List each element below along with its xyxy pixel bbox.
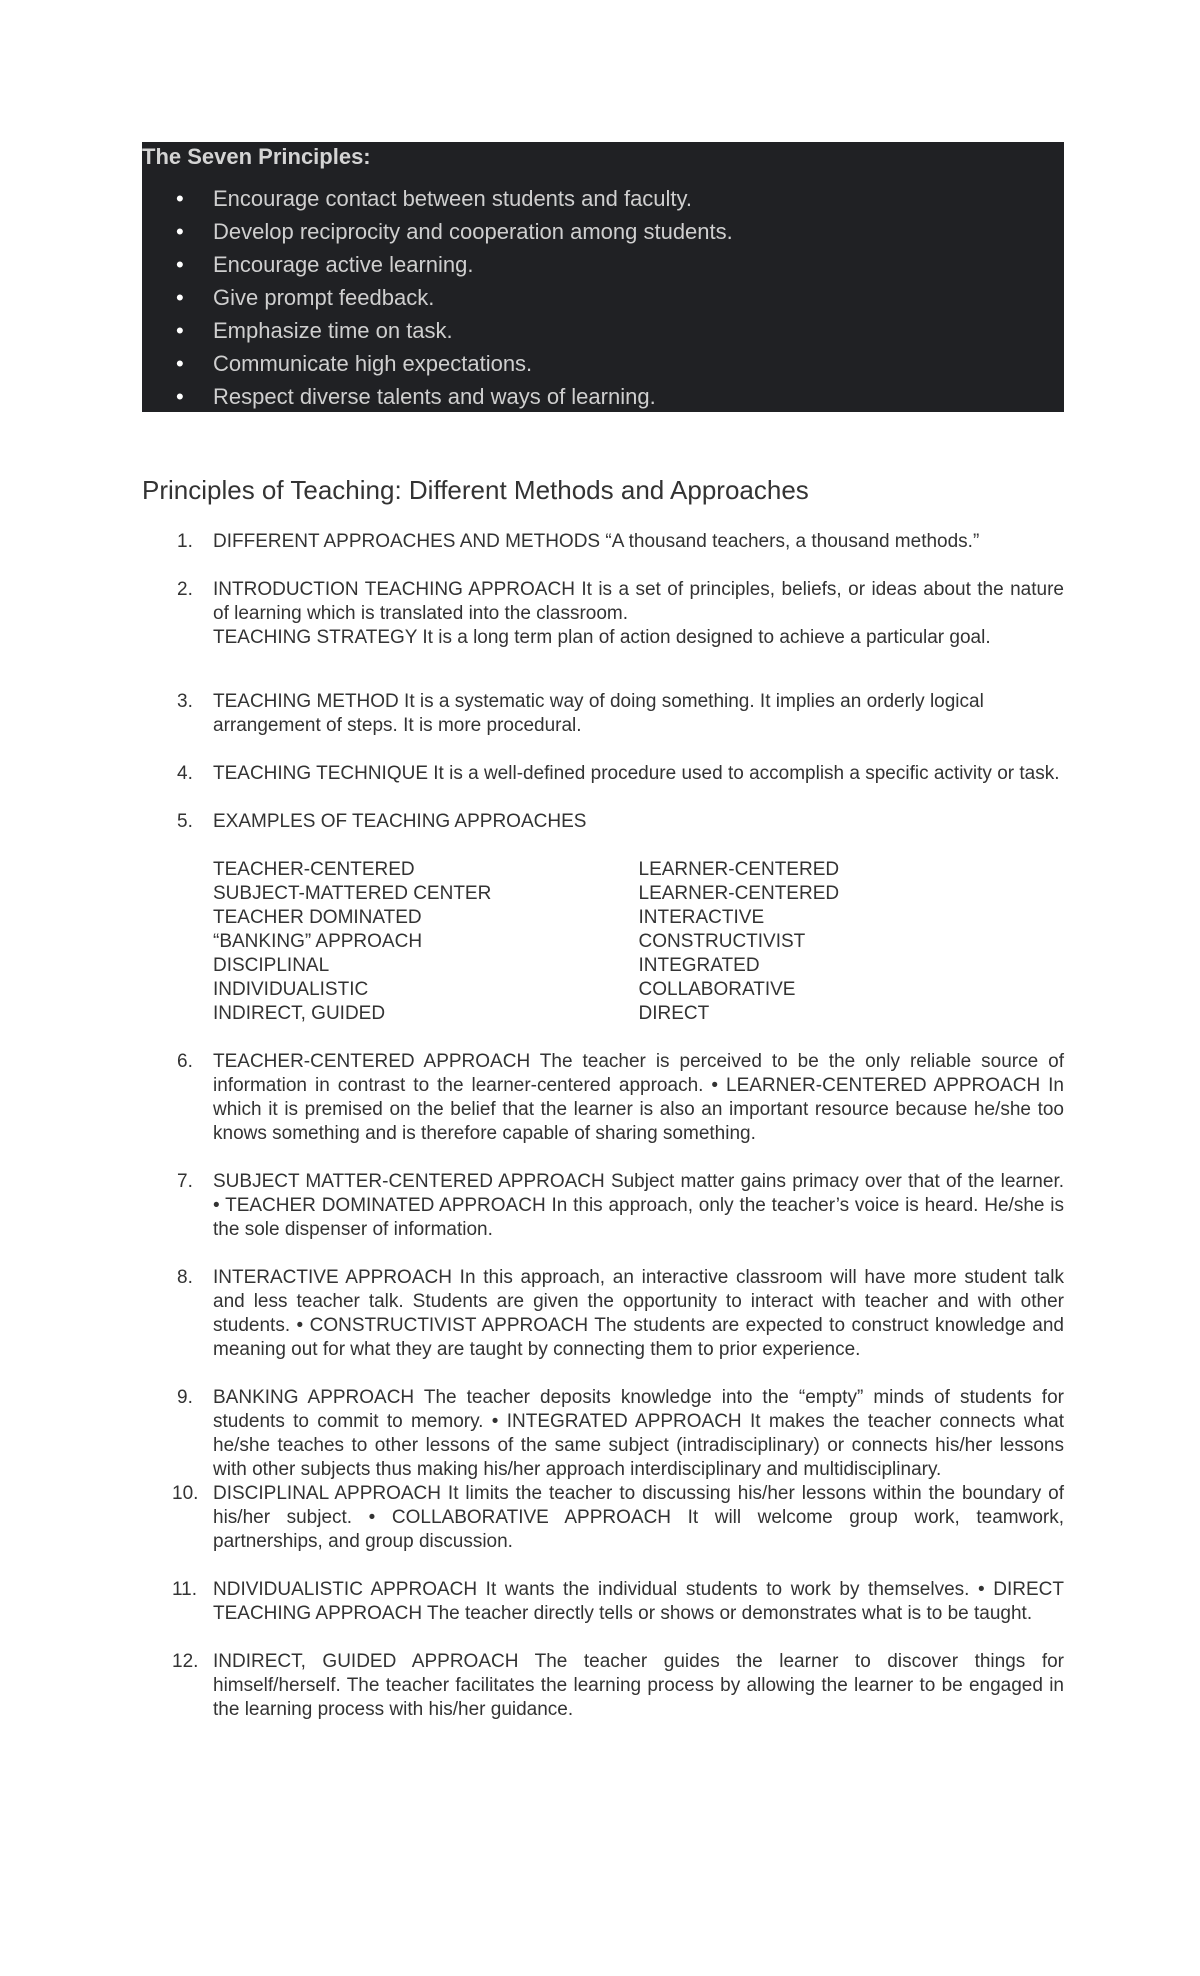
- item-text: BANKING APPROACH The teacher deposits knowledge into the “empty” minds of students for students to commit to memory. • INTEGRATED APPROACH It makes the teacher connects what he/she teaches to other lessons of the same subject (intradisciplinary) or connects his/her lessons with other subjects thus making his/her approach interdisciplinary and multidisciplinary.: [213, 1387, 1064, 1480]
- approach-name: LEARNER-CENTERED: [638, 883, 840, 904]
- principle-item: • Communicate high expectations.: [142, 347, 733, 380]
- item-number: 4.: [177, 763, 193, 784]
- approaches-right-column: [639, 858, 1065, 1026]
- principle-item: • Give prompt feedback.: [142, 281, 733, 314]
- item-number: 3.: [177, 691, 193, 712]
- principle-item: • Encourage active learning.: [142, 248, 733, 281]
- item-number: 11.: [172, 1579, 198, 1600]
- bullet-icon: •: [176, 351, 184, 376]
- approaches-left-column: [213, 858, 639, 1026]
- list-item: [142, 578, 1064, 650]
- item-text: SUBJECT MATTER-CENTERED APPROACH Subject matter gains primacy over that of the learner. • TEACHER DOMINATED APPROACH In this approach, only the teacher’s voice is heard. He/she is the sole dispenser of information.: [213, 1171, 1064, 1240]
- list-item: [142, 1386, 1064, 1482]
- item-number: 1.: [177, 531, 193, 552]
- approach-name: COLLABORATIVE: [638, 979, 796, 1000]
- item-number: 6.: [177, 1051, 193, 1072]
- principle-item: • Develop reciprocity and cooperation among students.: [142, 215, 733, 248]
- approach-name: INTERACTIVE: [638, 907, 765, 928]
- approach-name: “BANKING” APPROACH: [213, 931, 423, 952]
- principle-item: • Respect diverse talents and ways of learning.: [142, 380, 733, 413]
- item-number: 7.: [177, 1171, 193, 1192]
- bullet-icon: •: [176, 285, 184, 310]
- bullet-icon: •: [176, 186, 184, 211]
- approach-name: TEACHER-CENTERED: [213, 859, 415, 880]
- item-text: INDIRECT, GUIDED APPROACH The teacher guides the learner to discover things for himself/herself. The teacher facilitates the learning process by allowing the learner to be engaged in the learning process with his/her guidance.: [213, 1651, 1064, 1720]
- list-item: [142, 762, 1064, 786]
- item-text-secondary: TEACHING STRATEGY It is a long term plan of action designed to achieve a particular goal.: [213, 627, 991, 648]
- approach-name: SUBJECT-MATTERED CENTER: [213, 883, 492, 904]
- seven-principles-box: [142, 142, 1064, 412]
- list-item: [142, 1578, 1064, 1626]
- list-item: [142, 1650, 1064, 1722]
- approach-name: DISCIPLINAL: [213, 955, 330, 976]
- list-item: [142, 530, 1064, 554]
- item-number: 9.: [177, 1387, 193, 1408]
- approach-name: INTEGRATED: [638, 955, 760, 976]
- list-item: [142, 1050, 1064, 1146]
- item-text: DISCIPLINAL APPROACH It limits the teacher to discussing his/her lessons within the boundary of his/her subject. • COLLABORATIVE APPROACH It will welcome group work, teamwork, partnerships, and group discussion.: [213, 1483, 1064, 1552]
- item-text: INTRODUCTION TEACHING APPROACH It is a set of principles, beliefs, or ideas about the nature of learning which is translated into the classroom.: [213, 579, 1064, 624]
- bullet-icon: •: [176, 384, 184, 409]
- bullet-icon: •: [176, 318, 184, 343]
- item-number: 2.: [177, 579, 193, 600]
- item-text: EXAMPLES OF TEACHING APPROACHES: [213, 811, 587, 832]
- approach-name: TEACHER DOMINATED: [213, 907, 422, 928]
- approach-name: INDIRECT, GUIDED: [213, 1003, 386, 1024]
- approach-name: CONSTRUCTIVIST: [638, 931, 806, 952]
- principle-item: • Emphasize time on task.: [142, 314, 733, 347]
- item-text: NDIVIDUALISTIC APPROACH It wants the individual students to work by themselves. • DIRECT TEACHING APPROACH The teacher directly tells or shows or demonstrates what is to be taught.: [213, 1579, 1064, 1624]
- list-item: [142, 810, 1064, 1026]
- item-text: DIFFERENT APPROACHES AND METHODS “A thousand teachers, a thousand methods.”: [213, 531, 980, 552]
- principle-item: • Encourage contact between students and faculty.: [142, 182, 733, 215]
- item-number: 5.: [177, 811, 193, 832]
- list-item: [142, 1266, 1064, 1362]
- bullet-icon: •: [176, 252, 184, 277]
- seven-principles-title: The Seven Principles:: [142, 144, 371, 169]
- item-number: 8.: [177, 1267, 193, 1288]
- list-item: [142, 1170, 1064, 1242]
- item-text: TEACHING TECHNIQUE It is a well-defined procedure used to accomplish a specific activity or task.: [213, 763, 1060, 784]
- approach-name: DIRECT: [638, 1003, 710, 1024]
- item-number: 10.: [172, 1483, 199, 1504]
- list-item: [142, 690, 1064, 738]
- numbered-list: [142, 530, 1064, 1722]
- bullet-icon: •: [176, 219, 184, 244]
- item-number: 12.: [172, 1651, 199, 1672]
- item-text: TEACHER-CENTERED APPROACH The teacher is perceived to be the only reliable source of information in contrast to the learner-centered approach. • LEARNER-CENTERED APPROACH In which it is premised on the belief that the learner is also an important resource because he/she too knows something and is therefore capable of sharing something.: [213, 1051, 1064, 1144]
- approach-name: INDIVIDUALISTIC: [213, 979, 369, 1000]
- item-text: INTERACTIVE APPROACH In this approach, an interactive classroom will have more student talk and less teacher talk. Students are given the opportunity to interact with teacher and with other students. • CONSTRUCTIVIST APPROACH The students are expected to construct knowledge and meaning out for what they are taught by connecting them to prior experience.: [213, 1267, 1064, 1360]
- item-text: TEACHING METHOD It is a systematic way of doing something. It implies an orderly logical arrangement of steps. It is more procedural.: [213, 691, 984, 736]
- seven-principles-list: [142, 182, 733, 413]
- approaches-table: [213, 858, 1064, 1026]
- approach-name: LEARNER-CENTERED: [638, 859, 840, 880]
- section-heading: Principles of Teaching: Different Methods and Approaches: [142, 475, 809, 505]
- list-item: [142, 1482, 1064, 1554]
